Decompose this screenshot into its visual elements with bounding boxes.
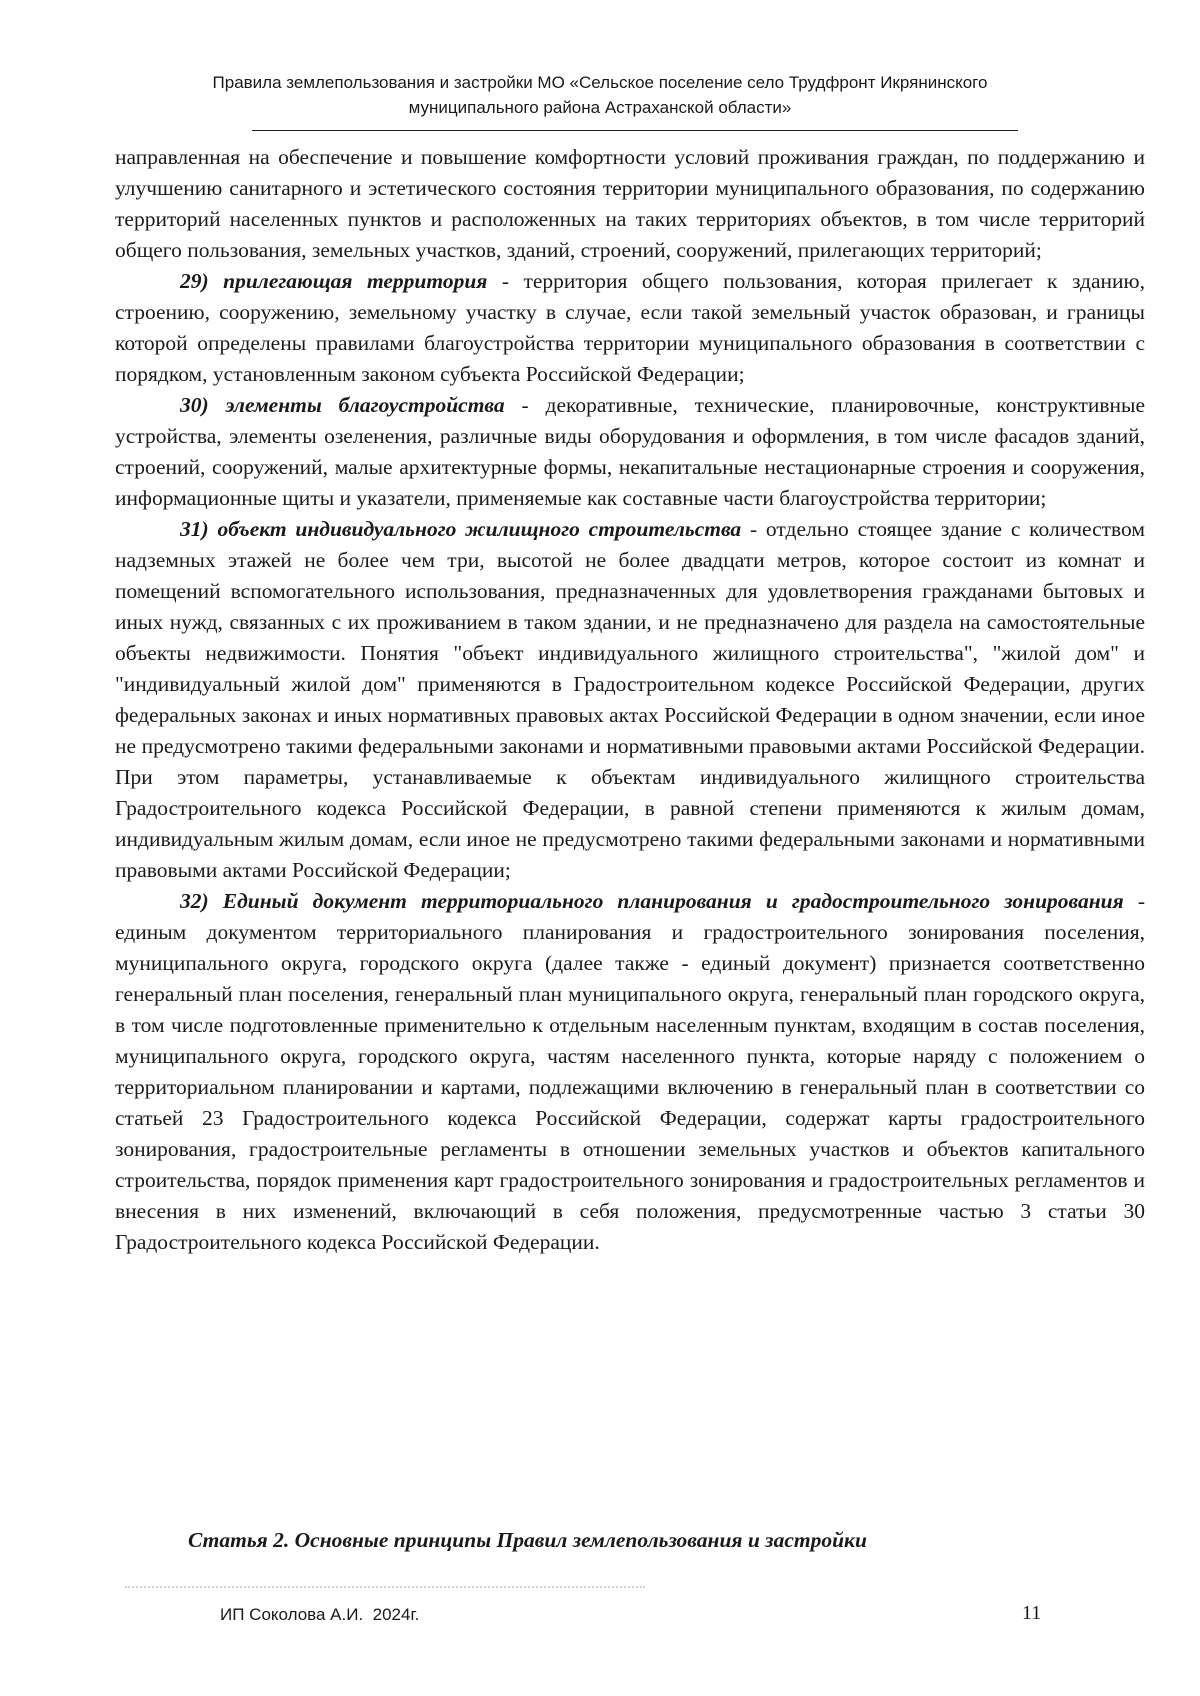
footer-divider <box>125 1586 645 1588</box>
definition-term: 31) объект индивидуального жилищного строительства <box>180 517 742 541</box>
definition-text: - декоративные, технические, планировочные, конструктивные устройства, элементы озеленения, различные виды оборудования и оформления, в том числе фасадов зданий, строений, сооружений, малые архитектурные формы, некапитальные нестационарные строения и сооружения, информационные щиты и указатели, применяемые как составные части благоустройства территории; <box>115 393 1145 510</box>
article-heading: Статья 2. Основные принципы Правил землепользования и застройки <box>188 1528 867 1552</box>
header-line-2: муниципального района Астраханской области» <box>408 98 792 117</box>
definition-30 <box>115 390 1145 514</box>
page-header <box>150 70 1050 120</box>
definition-term: 30) элементы благоустройства <box>180 393 505 417</box>
header-divider <box>252 130 1018 131</box>
definition-text: - отдельно стоящее здание с количеством надземных этажей не более чем три, высотой не более двадцати метров, которое состоит из комнат и помещений вспомогательного использования, предназначенных для удовлетворения гражданами бытовых и иных нужд, связанных с их проживанием в таком здании, и не предназначено для раздела на самостоятельные объекты недвижимости. Понятия "объект индивидуального жилищного строительства", "жилой дом" и "индивидуальный жилой дом" применяются в Градостроительном кодексе Российской Федерации, других федеральных законах и иных нормативных правовых актах Российской Федерации в одном значении, если иное не предусмотрено такими федеральными законами и нормативными правовыми актами Российской Федерации. При этом параметры, устанавливаемые к объектам индивидуального жилищного строительства Градостроительного кодекса Российской Федерации, в равной степени применяются к жилым домам, индивидуальным жилым домам, если иное не предусмотрено такими федеральными законами и нормативными правовыми актами Российской Федерации; <box>115 517 1145 882</box>
document-body <box>115 142 1145 1258</box>
header-line-1: Правила землепользования и застройки МО «Сельское поселение село Трудфронт Икрянинского <box>212 73 988 92</box>
footer-author: ИП Соколова А.И. 2024г. <box>220 1605 420 1624</box>
definition-31 <box>115 514 1145 886</box>
continuation-paragraph: направленная на обеспечение и повышение комфортности условий проживания граждан, по поддержанию и улучшению санитарного и эстетического состояния территории муниципального образования, по содержанию территорий населенных пунктов и расположенных на таких территориях объектов, в том числе территорий общего пользования, земельных участков, зданий, строений, сооружений, прилегающих территорий; <box>115 145 1145 262</box>
definition-32 <box>115 886 1145 1258</box>
definition-term: 32) Единый документ территориального планирования и градостроительного зонирования <box>180 889 1124 913</box>
page-number: 11 <box>1022 1602 1042 1624</box>
definition-text: - единым документом территориального планирования и градостроительного зонирования поселения, муниципального округа, городского округа (далее также - единый документ) признается соответственно генеральный план поселения, генеральный план муниципального округа, генеральный план городского округа, в том числе подготовленные применительно к отдельным населенным пунктам, входящим в состав поселения, муниципального округа, городского округа, частям населенного пункта, которые наряду с положением о территориальном планировании и картами, подлежащими включению в генеральный план в соответствии со статьей 23 Градостроительного кодекса Российской Федерации, содержат карты градостроительного зонирования, градостроительные регламенты в отношении земельных участков и объектов капитального строительства, порядок применения карт градостроительного зонирования и градостроительных регламентов и внесения в них изменений, включающий в себя положения, предусмотренные частью 3 статьи 30 Градостроительного кодекса Российской Федерации. <box>115 889 1145 1254</box>
definition-text: - территория общего пользования, которая прилегает к зданию, строению, сооружению, земельному участку в случае, если такой земельный участок образован, и границы которой определены правилами благоустройства территории муниципального образования в соответствии с порядком, установленным законом субъекта Российской Федерации; <box>115 269 1145 386</box>
definition-29 <box>115 266 1145 390</box>
definition-term: 29) прилегающая территория <box>180 269 488 293</box>
